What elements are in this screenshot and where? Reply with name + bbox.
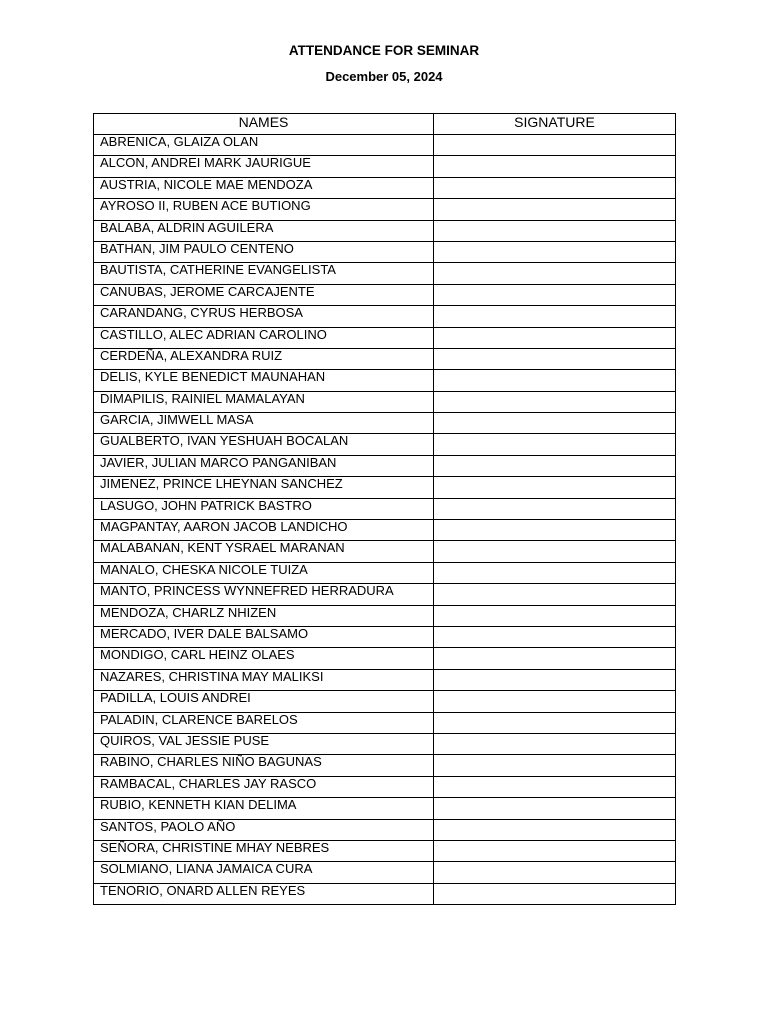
table-row xyxy=(94,434,676,455)
attendee-name: BALABA, ALDRIN AGUILERA xyxy=(100,220,274,235)
attendee-name: BAUTISTA, CATHERINE EVANGELISTA xyxy=(100,263,336,278)
attendee-name-cell xyxy=(94,434,434,455)
attendee-name: BATHAN, JIM PAULO CENTENO xyxy=(100,241,294,256)
attendee-name: SEÑORA, CHRISTINE MHAY NEBRES xyxy=(100,840,330,855)
signature-cell xyxy=(434,541,676,562)
table-row xyxy=(94,733,676,754)
table-row xyxy=(94,498,676,519)
signature-column-header: SIGNATURE xyxy=(434,114,676,135)
table-row xyxy=(94,584,676,605)
table-row xyxy=(94,648,676,669)
signature-cell xyxy=(434,862,676,883)
attendee-name: ABRENICA, GLAIZA OLAN xyxy=(100,135,259,149)
table-row xyxy=(94,135,676,156)
attendee-name: AYROSO II, RUBEN ACE BUTIONG xyxy=(100,199,311,214)
signature-cell xyxy=(434,691,676,712)
attendee-name-cell xyxy=(94,669,434,690)
attendee-name-cell xyxy=(94,477,434,498)
signature-cell xyxy=(434,840,676,861)
attendee-name: MALABANAN, KENT YSRAEL MARANAN xyxy=(100,541,345,556)
attendee-name-cell xyxy=(94,798,434,819)
table-header-row xyxy=(94,114,676,135)
attendee-name-cell xyxy=(94,733,434,754)
attendee-name-cell xyxy=(94,626,434,647)
signature-cell xyxy=(434,733,676,754)
attendee-name: GARCIA, JIMWELL MASA xyxy=(100,413,254,428)
table-row xyxy=(94,883,676,904)
table-row xyxy=(94,776,676,797)
table-row xyxy=(94,177,676,198)
attendee-name-cell xyxy=(94,584,434,605)
table-row xyxy=(94,455,676,476)
attendee-name-cell xyxy=(94,391,434,412)
table-row xyxy=(94,541,676,562)
attendee-name-cell xyxy=(94,605,434,626)
attendee-name: MANALO, CHESKA NICOLE TUIZA xyxy=(100,562,308,577)
attendee-name-cell xyxy=(94,306,434,327)
table-row xyxy=(94,755,676,776)
attendee-name: GUALBERTO, IVAN YESHUAH BOCALAN xyxy=(100,434,349,449)
signature-cell xyxy=(434,520,676,541)
attendee-name-cell xyxy=(94,520,434,541)
attendee-name: JIMENEZ, PRINCE LHEYNAN SANCHEZ xyxy=(100,477,343,492)
table-row xyxy=(94,370,676,391)
table-row xyxy=(94,156,676,177)
table-row xyxy=(94,306,676,327)
attendee-name: TENORIO, ONARD ALLEN REYES xyxy=(100,883,306,898)
attendee-name-cell xyxy=(94,562,434,583)
signature-cell xyxy=(434,455,676,476)
attendee-name: PALADIN, CLARENCE BARELOS xyxy=(100,712,298,727)
signature-cell xyxy=(434,883,676,904)
attendee-name-cell xyxy=(94,819,434,840)
table-row xyxy=(94,263,676,284)
attendee-name-cell xyxy=(94,327,434,348)
attendee-name: MENDOZA, CHARLZ NHIZEN xyxy=(100,605,277,620)
attendee-name-cell xyxy=(94,263,434,284)
table-row xyxy=(94,327,676,348)
attendee-name-cell xyxy=(94,712,434,733)
attendee-name: MAGPANTAY, AARON JACOB LANDICHO xyxy=(100,520,348,535)
attendee-name: DELIS, KYLE BENEDICT MAUNAHAN xyxy=(100,370,326,385)
attendee-name: CANUBAS, JEROME CARCAJENTE xyxy=(100,284,315,299)
signature-cell xyxy=(434,156,676,177)
table-row xyxy=(94,712,676,733)
signature-cell xyxy=(434,434,676,455)
signature-cell xyxy=(434,284,676,305)
attendee-name-cell xyxy=(94,541,434,562)
attendee-name-cell xyxy=(94,862,434,883)
attendee-name: MERCADO, IVER DALE BALSAMO xyxy=(100,626,309,641)
attendee-name: PADILLA, LOUIS ANDREI xyxy=(100,691,251,706)
signature-cell xyxy=(434,562,676,583)
attendee-name: CERDEÑA, ALEXANDRA RUIZ xyxy=(100,348,283,363)
table-row xyxy=(94,626,676,647)
attendee-name: JAVIER, JULIAN MARCO PANGANIBAN xyxy=(100,455,337,470)
table-row xyxy=(94,798,676,819)
attendee-name-cell xyxy=(94,413,434,434)
table-row xyxy=(94,477,676,498)
signature-cell xyxy=(434,391,676,412)
table-row xyxy=(94,241,676,262)
table-row xyxy=(94,669,676,690)
attendee-name: MONDIGO, CARL HEINZ OLAES xyxy=(100,648,295,663)
attendance-rows xyxy=(94,135,676,905)
attendee-name-cell xyxy=(94,691,434,712)
attendee-name: CARANDANG, CYRUS HERBOSA xyxy=(100,306,303,321)
signature-cell xyxy=(434,605,676,626)
signature-cell xyxy=(434,135,676,156)
signature-cell xyxy=(434,348,676,369)
attendance-table xyxy=(93,113,676,905)
attendee-name: AUSTRIA, NICOLE MAE MENDOZA xyxy=(100,177,313,192)
signature-cell xyxy=(434,798,676,819)
table-row xyxy=(94,284,676,305)
attendee-name-cell xyxy=(94,135,434,156)
attendee-name: RUBIO, KENNETH KIAN DELIMA xyxy=(100,798,297,813)
table-row xyxy=(94,562,676,583)
signature-cell xyxy=(434,263,676,284)
attendee-name-cell xyxy=(94,498,434,519)
table-row xyxy=(94,220,676,241)
attendee-name-cell xyxy=(94,156,434,177)
attendee-name-cell xyxy=(94,177,434,198)
signature-cell xyxy=(434,648,676,669)
attendee-name: LASUGO, JOHN PATRICK BASTRO xyxy=(100,498,312,513)
signature-cell xyxy=(434,626,676,647)
signature-cell xyxy=(434,669,676,690)
signature-cell xyxy=(434,776,676,797)
attendee-name-cell xyxy=(94,220,434,241)
table-row xyxy=(94,840,676,861)
table-row xyxy=(94,348,676,369)
table-row xyxy=(94,199,676,220)
signature-cell xyxy=(434,177,676,198)
attendee-name-cell xyxy=(94,348,434,369)
attendee-name-cell xyxy=(94,284,434,305)
signature-cell xyxy=(434,306,676,327)
signature-cell xyxy=(434,241,676,262)
signature-cell xyxy=(434,819,676,840)
attendee-name-cell xyxy=(94,241,434,262)
attendee-name: DIMAPILIS, RAINIEL MAMALAYAN xyxy=(100,391,305,406)
table-row xyxy=(94,691,676,712)
attendee-name: QUIROS, VAL JESSIE PUSE xyxy=(100,733,270,748)
signature-cell xyxy=(434,199,676,220)
signature-cell xyxy=(434,755,676,776)
attendee-name-cell xyxy=(94,883,434,904)
table-row xyxy=(94,605,676,626)
attendee-name: SANTOS, PAOLO AÑO xyxy=(100,819,236,834)
signature-cell xyxy=(434,498,676,519)
table-row xyxy=(94,413,676,434)
attendee-name-cell xyxy=(94,840,434,861)
signature-cell xyxy=(434,477,676,498)
attendee-name-cell xyxy=(94,776,434,797)
attendee-name: CASTILLO, ALEC ADRIAN CAROLINO xyxy=(100,327,327,342)
signature-cell xyxy=(434,712,676,733)
attendee-name: RAMBACAL, CHARLES JAY RASCO xyxy=(100,776,317,791)
signature-cell xyxy=(434,220,676,241)
document-title: ATTENDANCE FOR SEMINAR xyxy=(288,43,480,58)
names-column-header: NAMES xyxy=(94,114,434,135)
table-row xyxy=(94,862,676,883)
table-row xyxy=(94,391,676,412)
table-row xyxy=(94,520,676,541)
attendee-name-cell xyxy=(94,199,434,220)
signature-cell xyxy=(434,413,676,434)
attendee-name-cell xyxy=(94,755,434,776)
signature-cell xyxy=(434,327,676,348)
signature-cell xyxy=(434,584,676,605)
attendee-name: ALCON, ANDREI MARK JAURIGUE xyxy=(100,156,311,171)
attendee-name-cell xyxy=(94,648,434,669)
attendee-name-cell xyxy=(94,455,434,476)
attendee-name: NAZARES, CHRISTINA MAY MALIKSI xyxy=(100,669,324,684)
document-date: December 05, 2024 xyxy=(325,69,443,84)
attendee-name: RABINO, CHARLES NIÑO BAGUNAS xyxy=(100,755,322,770)
signature-cell xyxy=(434,370,676,391)
table-row xyxy=(94,819,676,840)
attendee-name: MANTO, PRINCESS WYNNEFRED HERRADURA xyxy=(100,584,394,599)
attendee-name-cell xyxy=(94,370,434,391)
attendee-name: SOLMIANO, LIANA JAMAICA CURA xyxy=(100,862,313,877)
